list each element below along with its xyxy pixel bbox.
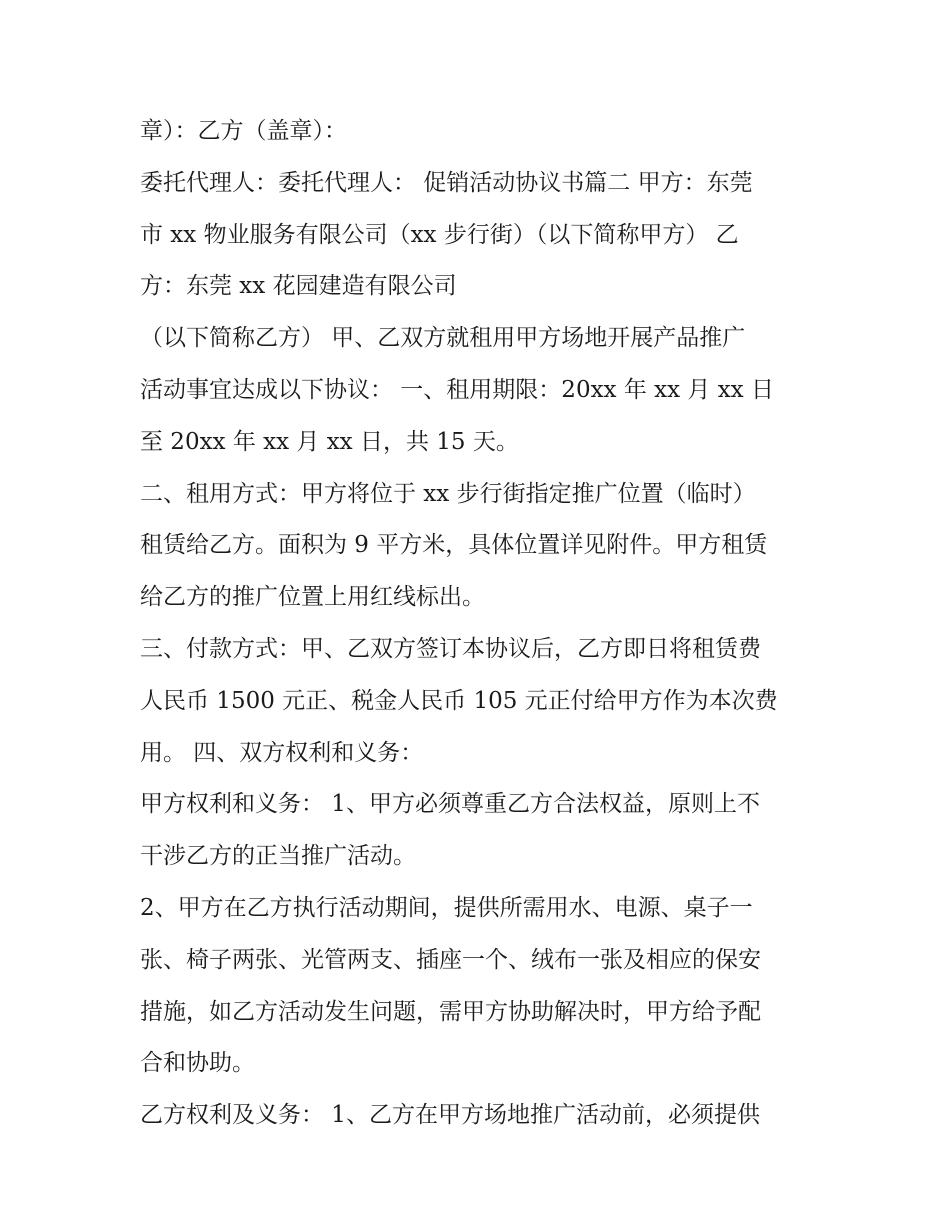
text-line-9: 租赁给乙方。面积为 9 平方米，具体位置详见附件。甲方租赁 [140, 532, 768, 559]
agreement-body-text [140, 106, 820, 1142]
text-line-17: 张、椅子两张、光管两支、插座一个、绒布一张及相应的保安 [140, 946, 761, 973]
text-line-18: 措施，如乙方活动发生问题，需甲方协助解决时，甲方给予配 [140, 998, 761, 1025]
text-line-8: 二、租用方式：甲方将位于 xx 步行街指定推广位置（临时） [140, 480, 756, 507]
text-line-20: 乙方权利及义务： 1、乙方在甲方场地推广活动前，必须提供 [140, 1102, 760, 1129]
text-line-19: 合和协助。 [140, 1050, 255, 1077]
text-line-15: 干涉乙方的正当推广活动。 [140, 843, 416, 870]
text-line-11: 三、付款方式：甲、乙双方签订本协议后，乙方即日将租赁费 [140, 635, 761, 662]
text-line-5: （以下简称乙方） 甲、乙双方就租用甲方场地开展产品推广 [140, 325, 746, 352]
text-line-1: 章）：乙方（盖章）： [140, 118, 347, 144]
text-line-14: 甲方权利和义务： 1、甲方必须尊重乙方合法权益，原则上不 [140, 791, 760, 818]
text-line-10: 给乙方的推广位置上用红线标出。 [140, 584, 485, 611]
text-line-16: 2、甲方在乙方执行活动期间，提供所需用水、电源、桌子一 [140, 894, 753, 921]
text-line-4: 方：东莞 xx 花园建造有限公司 [140, 273, 457, 300]
text-line-3: 市 xx 物业服务有限公司（xx 步行街）（以下简称甲方） 乙 [140, 221, 739, 248]
text-line-7: 至 20xx 年 xx 月 xx 日，共 15 天。 [140, 428, 519, 455]
text-line-6: 活动事宜达成以下协议： 一、租用期限：20xx 年 xx 月 xx 日 [140, 376, 774, 403]
text-line-12: 人民币 1500 元正、税金人民币 105 元正付给甲方作为本次费 [140, 687, 778, 714]
text-line-2: 委托代理人：委托代理人： 促销活动协议书篇二 甲方：东莞 [140, 169, 753, 196]
text-line-13: 用。 四、双方权利和义务： [140, 739, 424, 766]
